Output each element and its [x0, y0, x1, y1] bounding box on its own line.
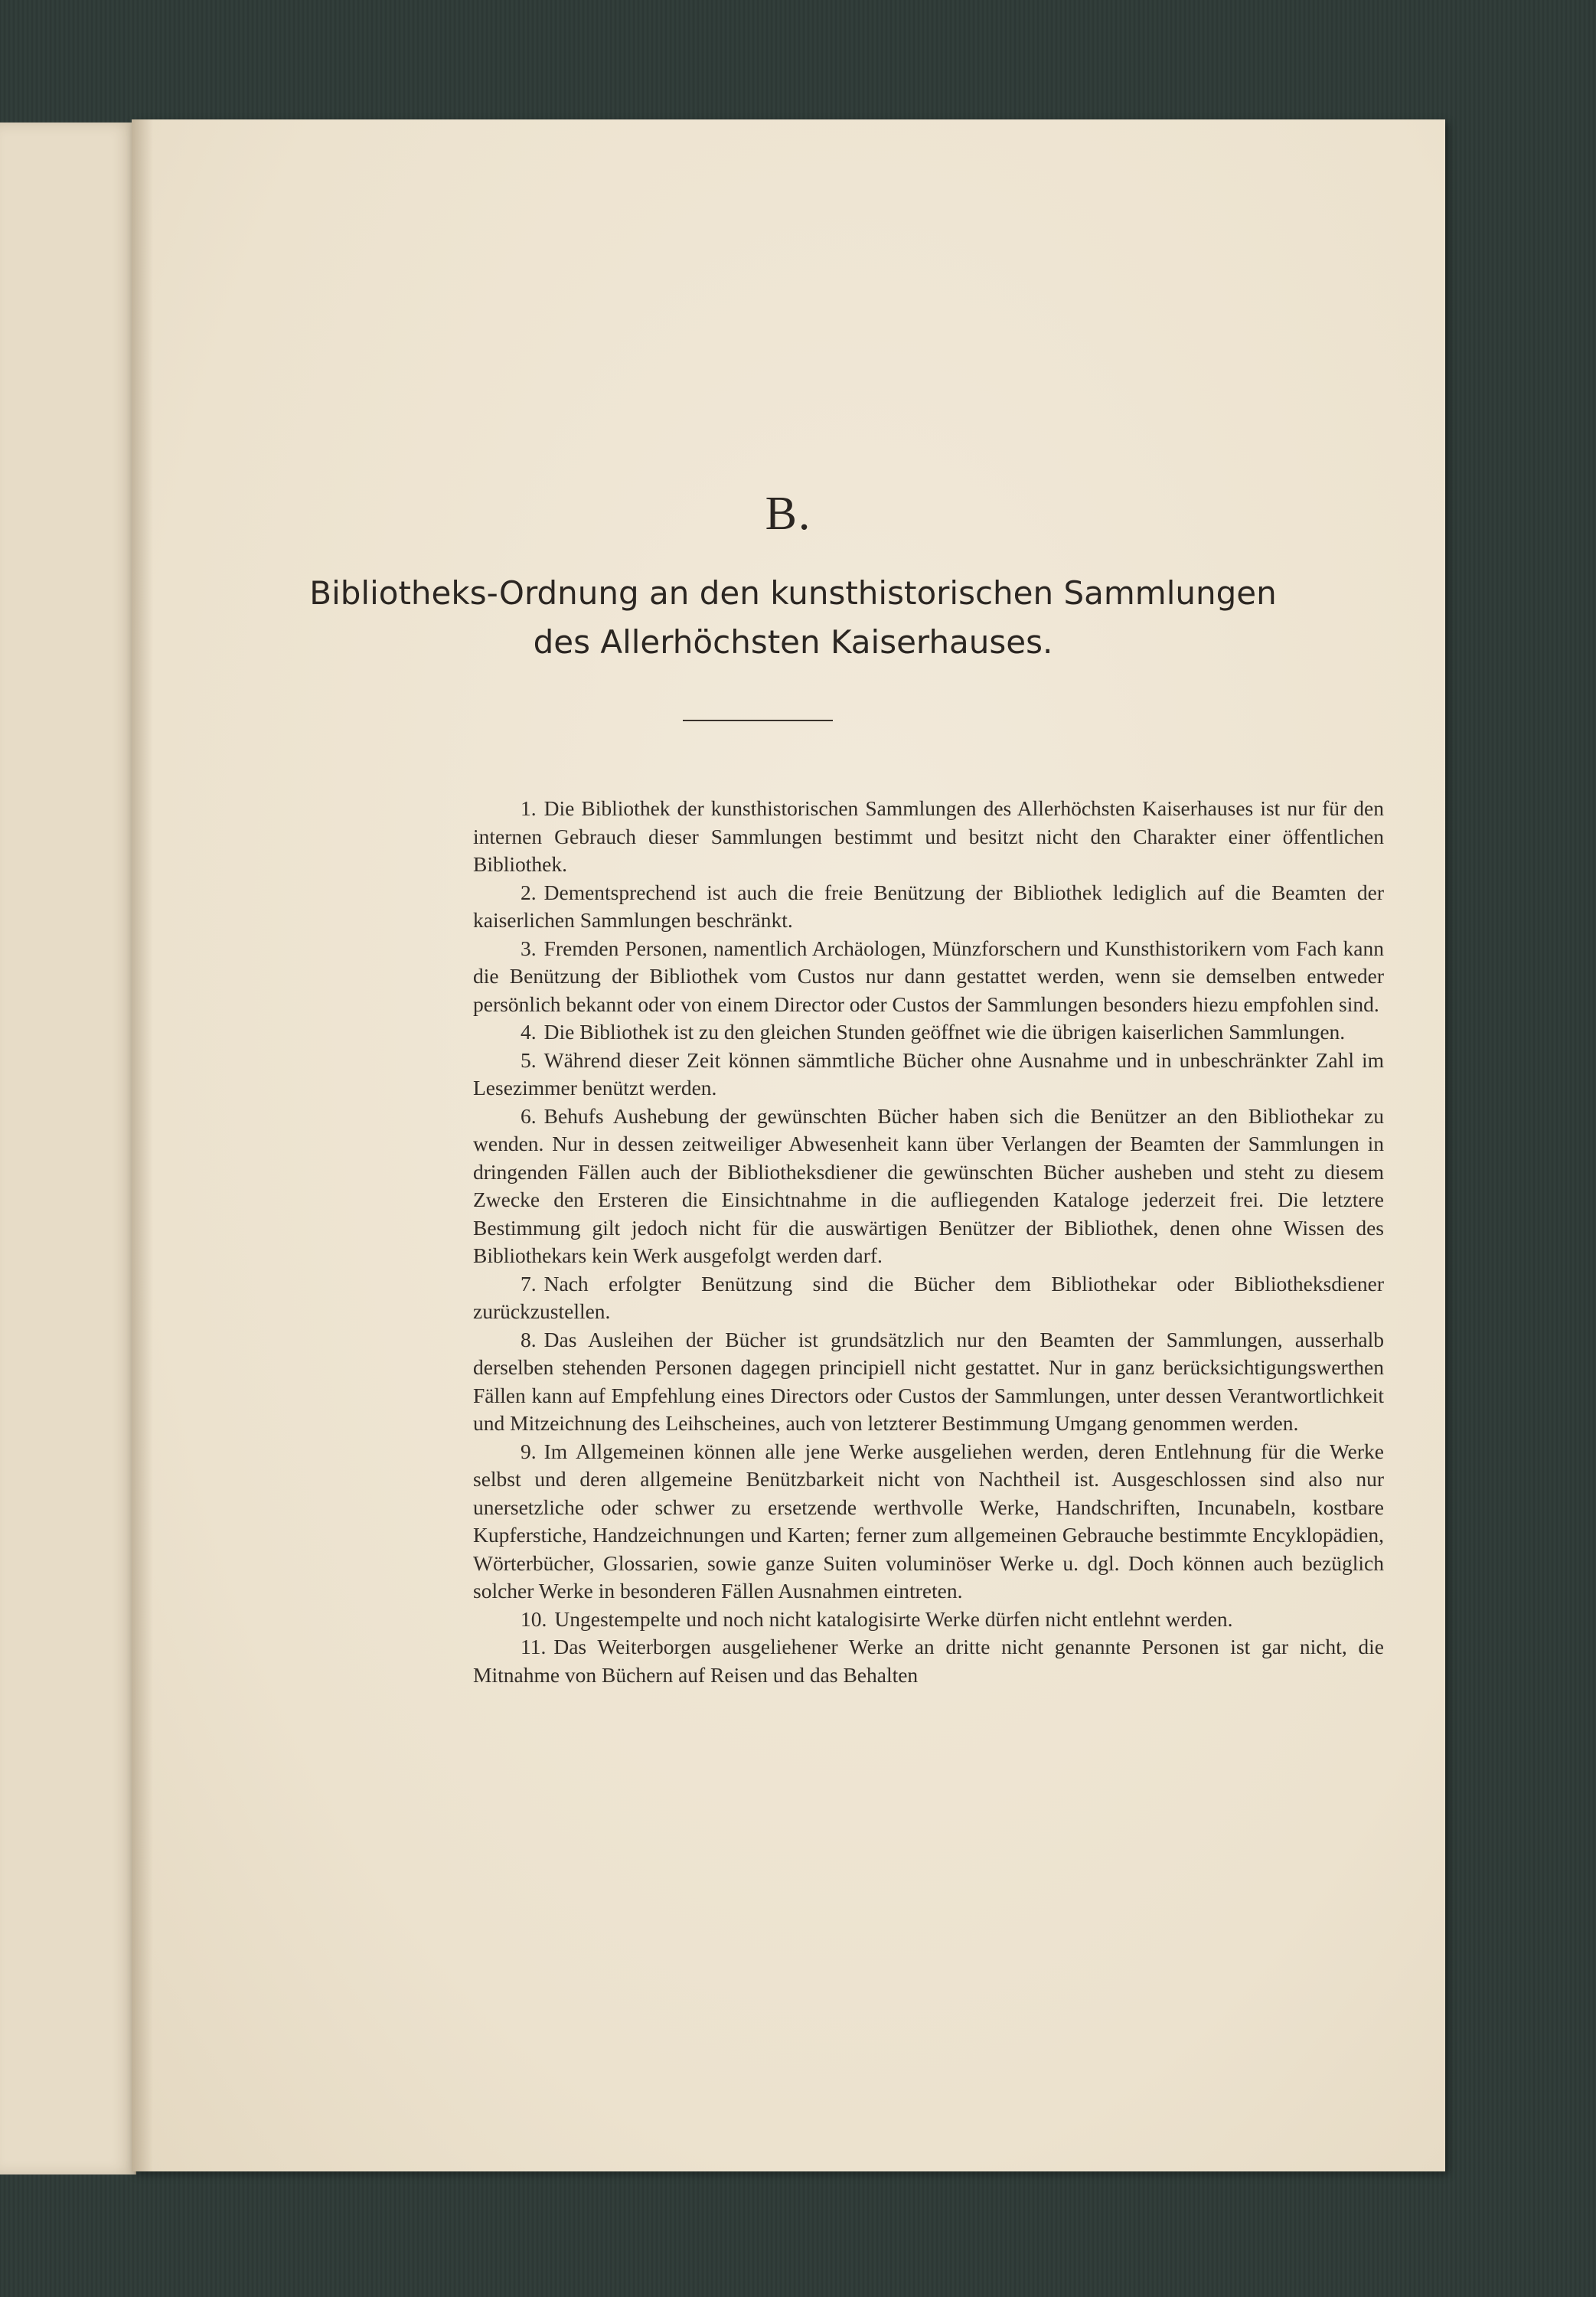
- document-page: [132, 119, 1445, 2171]
- paragraph-1: [473, 795, 1384, 879]
- paragraph-text: Die Bibliothek der kunsthistorischen Sammlungen des Allerhöchsten Kaiserhauses ist nur für den internen Gebrauch dieser Sammlungen bestimmt und besitzt nicht den Charakter einer öffentlichen Bibliothek.: [473, 796, 1384, 876]
- paragraph-5: [473, 1047, 1384, 1103]
- paragraph-6: [473, 1103, 1384, 1270]
- paragraph-7: [473, 1270, 1384, 1326]
- paragraph-number: 9.: [521, 1439, 537, 1463]
- paragraph-8: [473, 1326, 1384, 1438]
- page-gutter-shadow: [132, 119, 153, 2171]
- paragraph-text: Das Weiterborgen ausgeliehener Werke an dritte nicht genannte Personen ist gar nicht, die Mitnahme von Büchern auf Reisen und das Behalten: [473, 1635, 1384, 1687]
- left-page-edge: [0, 123, 136, 2174]
- section-letter: B.: [765, 488, 812, 540]
- paragraph-text: Behufs Aushebung der gewünschten Bücher haben sich die Benützer an den Bibliothekar zu wenden. Nur in dessen zeitweiliger Abwesenheit kann über Verlangen der Beamten der Sammlungen in dringenden Fällen auch der Bibliotheksdiener die gewünschten Bücher ausheben und steht zu diesem Zwecke den Ersteren die Einsichtnahme in die aufliegenden Kataloge jederzeit frei. Die letztere Bestimmung gilt jedoch nicht für die auswärtigen Benützer der Bibliothek, denen ohne Wissen des Bibliothekars kein Werk ausgefolgt werden darf.: [473, 1103, 1384, 1267]
- title-divider: [683, 720, 833, 721]
- paragraph-number: 3.: [521, 936, 537, 960]
- paragraph-number: 6.: [521, 1103, 537, 1128]
- paragraph-2: [473, 879, 1384, 935]
- paragraph-text: Fremden Personen, namentlich Archäologen, Münzforschern und Kunsthistorikern vom Fach kann die Benützung der Bibliothek vom Custos nur dann gestattet werden, wenn sie demselben entweder persönlich bekannt oder von einem Director oder Custos der Sammlungen besonders hiezu empfohlen sind.: [473, 936, 1384, 1016]
- paragraph-number: 5.: [521, 1047, 537, 1072]
- paragraph-3: [473, 935, 1384, 1019]
- paragraph-number: 10.: [521, 1606, 547, 1631]
- title-line-1: Bibliotheks-Ordnung an den kunsthistorischen Sammlungen: [309, 574, 1277, 612]
- paragraph-text: Während dieser Zeit können sämmtliche Bücher ohne Ausnahme und in unbeschränkter Zahl im Lesezimmer benützt werden.: [473, 1047, 1384, 1099]
- paragraph-text: Das Ausleihen der Bücher ist grundsätzlich nur den Beamten der Sammlungen, ausserhalb derselben stehenden Personen dagegen principiell nicht gestattet. Nur in ganz berücksichtigungswerthen Fällen kann auf Empfehlung eines Directors oder Custos der Sammlungen, unter dessen Verantwortlichkeit und Mitzeichnung des Leihscheines, auch von letzterer Bestimmung Umgang genommen werden.: [473, 1327, 1384, 1435]
- paragraph-number: 7.: [521, 1271, 537, 1296]
- paragraph-11: [473, 1633, 1384, 1689]
- paragraph-number: 11.: [521, 1635, 547, 1658]
- paragraph-10: [473, 1606, 1384, 1634]
- paragraph-text: Nach erfolgter Benützung sind die Bücher dem Bibliothekar oder Bibliotheksdiener zurückzustellen.: [473, 1271, 1384, 1323]
- paragraph-number: 4.: [521, 1020, 537, 1044]
- paragraph-text: Dementsprechend ist auch die freie Benützung der Bibliothek lediglich auf die Beamten der kaiserlichen Sammlungen beschränkt.: [473, 880, 1384, 932]
- paragraph-number: 8.: [521, 1327, 537, 1351]
- paragraph-4: [473, 1018, 1384, 1047]
- paragraph-9: [473, 1438, 1384, 1606]
- title-line-2: des Allerhöchsten Kaiserhauses.: [533, 623, 1053, 661]
- body-text: [473, 795, 1384, 1689]
- paragraph-text: Die Bibliothek ist zu den gleichen Stunden geöffnet wie die übrigen kaiserlichen Sammlungen.: [543, 1020, 1346, 1044]
- paragraph-number: 1.: [521, 796, 537, 820]
- paragraph-text: Ungestempelte und noch nicht katalogisirte Werke dürfen nicht entlehnt werden.: [554, 1606, 1233, 1631]
- paragraph-number: 2.: [521, 880, 537, 904]
- paragraph-text: Im Allgemeinen können alle jene Werke ausgeliehen werden, deren Entlehnung für die Werke selbst und deren allgemeine Benützbarkeit nicht von Nachtheil ist. Ausgeschlossen sind also nur unersetzliche oder schwer zu ersetzende werthvolle Werke, Handschriften, Incunabeln, kostbare Kupferstiche, Handzeichnungen und Karten; ferner zum allgemeinen Gebrauche bestimmte Encyklopädien, Wörterbücher, Glossarien, sowie ganze Suiten voluminöser Werke u. dgl. Doch können auch bezüglich solcher Werke in besonderen Fällen Ausnahmen eintreten.: [473, 1439, 1384, 1603]
